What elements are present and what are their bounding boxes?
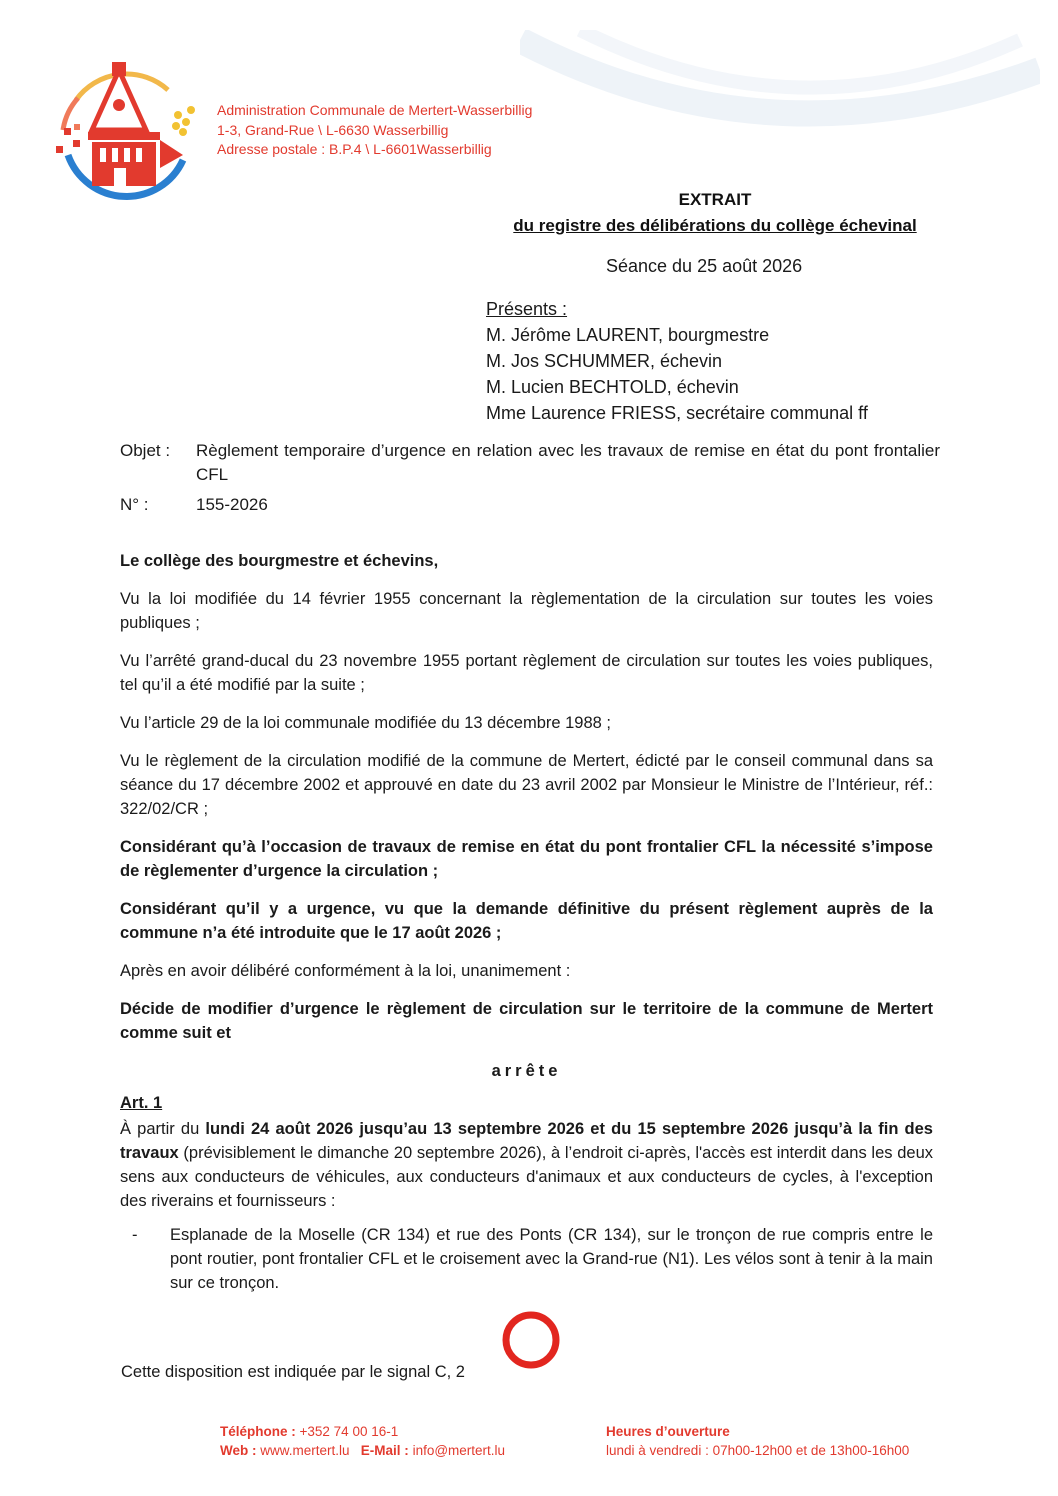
bullet-dash: -: [132, 1226, 138, 1244]
email-label: E-Mail :: [360, 1443, 409, 1458]
considerant-1: Considérant qu’à l’occasion de travaux de remise en état du pont frontalier CFL la nécessité s’impose de règlementer d’urgence la circulation ;: [120, 838, 933, 880]
legal-basis-2: Vu l’arrêté grand-ducal du 23 novembre 1955 portant règlement de circulation sur toutes les voies publiques, tel qu’il a été modifié par la suite ;: [120, 652, 933, 694]
legal-basis-1: Vu la loi modifiée du 14 février 1955 concernant la règlementation de la circulation sur toutes les voies publiques ;: [120, 590, 933, 632]
document-subtitle: du registre des délibérations du collège échevinal: [513, 216, 917, 235]
admin-postal: Adresse postale : B.P.4 \ L-6601Wasserbillig: [217, 141, 492, 157]
arrete-heading: arrête: [491, 1062, 562, 1080]
hours-label: Heures d’ouverture: [606, 1424, 730, 1439]
attendee: Mme Laurence FRIESS, secrétaire communal ff: [486, 403, 868, 423]
deliberation-body: [120, 549, 933, 1295]
list-item: [120, 1223, 933, 1295]
footer-contact: [220, 1422, 505, 1460]
phone-value: +352 74 00 16-1: [295, 1424, 399, 1439]
article-1-text: [120, 1117, 933, 1213]
deliberation-statement: Après en avoir délibéré conformément à la loi, unanimement :: [120, 962, 571, 980]
decision-statement: Décide de modifier d’urgence le règlement de circulation sur le territoire de la commune de Mertert comme suit et: [120, 1000, 933, 1042]
number-label: N° :: [120, 495, 149, 514]
traffic-sign-c2-icon: [501, 1310, 561, 1370]
subject-text: Règlement temporaire d’urgence en relation avec les travaux de remise en état du pont frontalier CFL: [196, 441, 940, 484]
restricted-street: Esplanade de la Moselle (CR 134) et rue des Ponts (CR 134), sur le tronçon de rue compris entre le pont routier, pont frontalier CFL et le croisement avec la Grand-rue (N1). Les vélos sont à tenir à la main sur ce tronçon.: [170, 1226, 933, 1292]
admin-street: 1-3, Grand-Rue \ L-6630 Wasserbillig: [217, 121, 449, 138]
subject-block: [120, 439, 940, 517]
attendee: M. Lucien BECHTOLD, échevin: [486, 377, 739, 397]
article-1-rest: (prévisiblement le dimanche 20 septembre 2026), à l’endroit ci-après, l'accès est interdit dans les deux sens aux conducteurs de véhicules, aux conducteurs d'animaux et aux conducteurs de cycles, à l'exception des riverains et fournisseurs :: [120, 1144, 933, 1210]
phone-label: Téléphone :: [220, 1424, 296, 1439]
article-1-label: Art. 1: [120, 1094, 163, 1112]
hours-value: lundi à vendredi : 07h00-12h00 et de 13h00-16h00: [606, 1443, 910, 1458]
admin-name: Administration Communale de Mertert-Wasserbillig: [217, 102, 533, 118]
attendees-list: [486, 296, 868, 426]
title-block: [480, 190, 950, 236]
subject-label: Objet :: [120, 441, 171, 460]
legal-basis-3: Vu l’article 29 de la loi communale modifiée du 13 décembre 1988 ;: [120, 714, 612, 732]
attendee: M. Jérôme LAURENT, bourgmestre: [486, 325, 770, 345]
article-1-dates: lundi 24 août 2026 jusqu’au 13 septembre 2026 et du 15 septembre 2026 jusqu’à la fin des travaux: [120, 1120, 933, 1162]
watermark-swoosh: [520, 30, 1040, 190]
web-label: Web :: [220, 1443, 257, 1458]
considerant-2: Considérant qu’il y a urgence, vu que la demande définitive du présent règlement auprès de la commune n’a été introduite que le 17 août 2026 ;: [120, 900, 933, 942]
commune-logo: [48, 60, 198, 200]
session-date: Séance du 25 août 2026: [606, 256, 803, 276]
web-link[interactable]: www.mertert.lu: [256, 1443, 350, 1458]
document-title: EXTRAIT: [678, 190, 752, 209]
attendees-label: Présents :: [486, 299, 568, 319]
attendee: M. Jos SCHUMMER, échevin: [486, 351, 723, 371]
number-value: 155-2026: [196, 495, 268, 514]
administration-address: [217, 101, 532, 160]
article-1-prefix: À partir du: [120, 1120, 206, 1138]
signal-statement: Cette disposition est indiquée par le signal C, 2: [121, 1363, 465, 1381]
legal-basis-4: Vu le règlement de la circulation modifié de la commune de Mertert, édicté par le conseil communal dans sa séance du 17 décembre 2002 et approuvé en date du 23 avril 2002 par Monsieur le Ministre de l’Intérieur, réf.: 322/02/CR ;: [120, 752, 933, 818]
email-link[interactable]: info@mertert.lu: [408, 1443, 506, 1458]
college-heading: Le collège des bourgmestre et échevins,: [120, 552, 439, 570]
footer-hours: [606, 1422, 909, 1460]
